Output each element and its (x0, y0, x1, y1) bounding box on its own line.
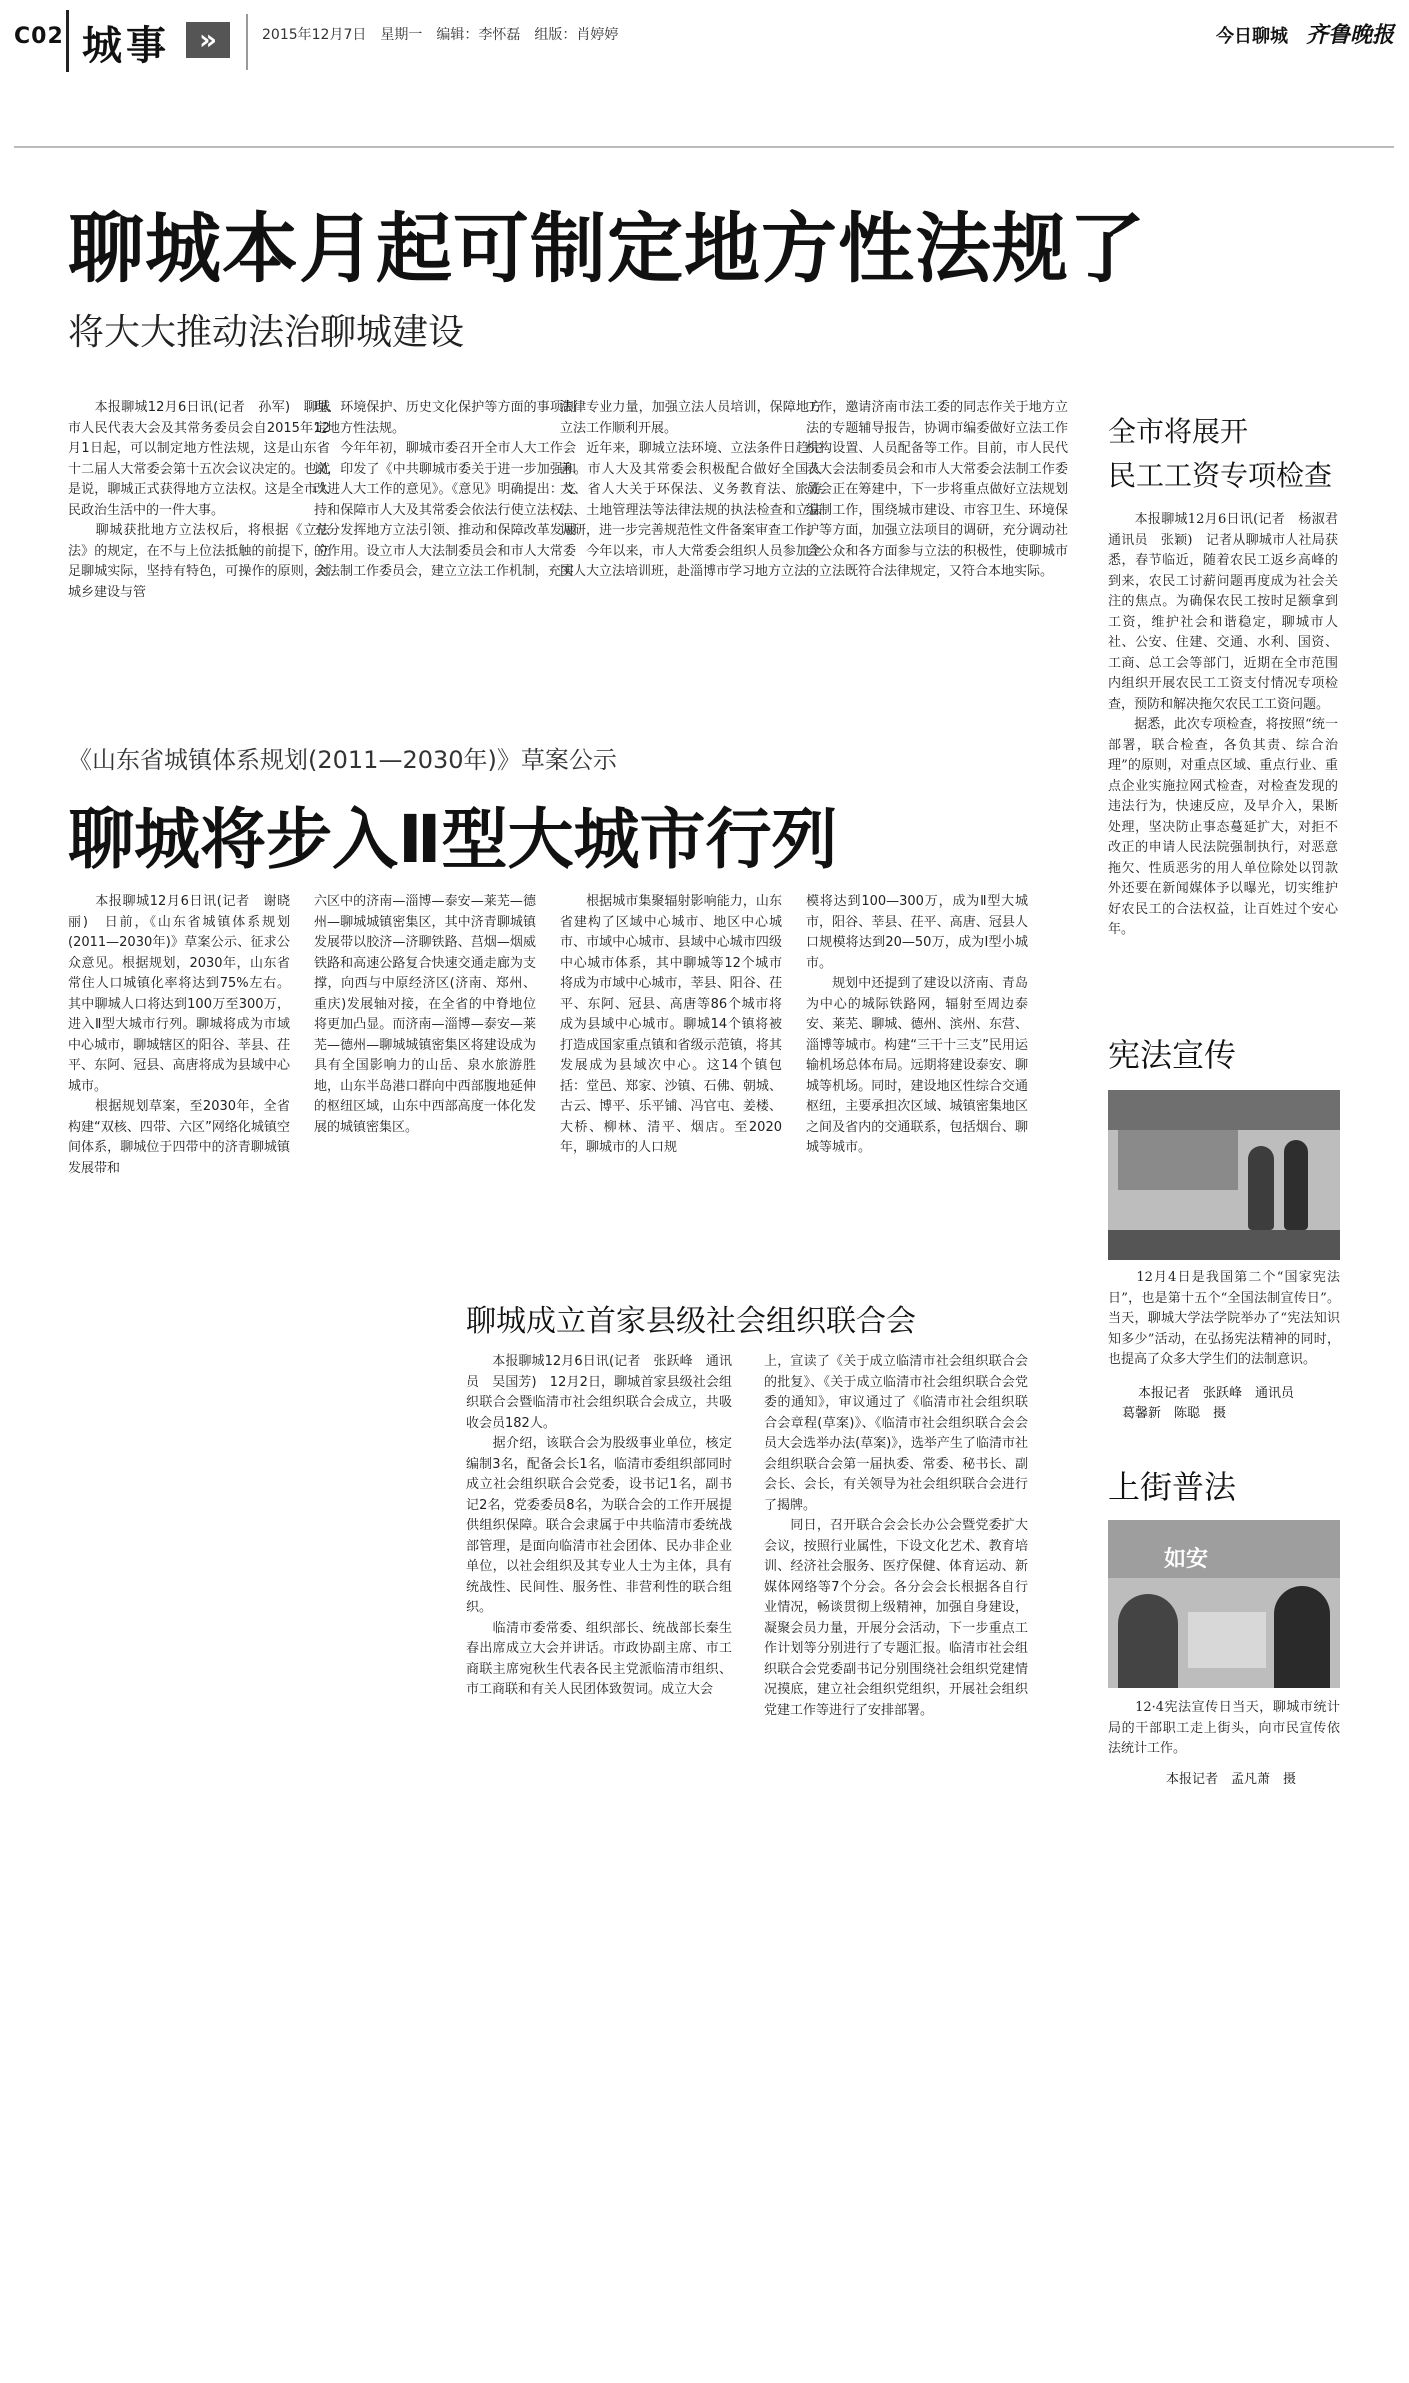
header-rule (14, 146, 1394, 148)
sidebar-title: 宪法宣传 (1108, 1036, 1237, 1074)
issue-info: 2015年12月7日 星期一 编辑：李怀磊 组版：肖婷婷 (262, 27, 619, 43)
constitution-day-photo (1108, 1090, 1340, 1260)
article-column: 上，宣读了《关于成立临清市社会组织联合会的批复》、《关于成立临清市社会组织联合会党委的通知》，审议通过了《临清市社会组织联合会章程(草案)》、《临清市社会组织联合会会员大会选举办法(草案)》，选举产生了临清市社会组织联合会第一届执委、常委、秘书长、副会长、会长，有关领导为社会组织联合会进行了揭牌。 同日，召开联合会会长办公会暨党委扩大会议，按照行业属性，下设文化艺术、教育培训、经济社会服务、医疗保健、体育运动、新媒体网络等7个分会。各分会会长根据各自行业情况，畅谈贯彻上级精神，加强自身建设，凝聚会员力量，开展分会活动，下一步重点工作计划等分别进行了专题汇报。临清市社会组织联合会党委副书记分别围绕社会组织党建情况摸底，建立社会组织党组织，开展社会组织党建工作等进行了安排部署。 (764, 1354, 1028, 1718)
newspaper-logo: 齐鲁晚报 (1306, 22, 1395, 48)
article-column: 本报聊城12月6日讯(记者 孙军) 聊城市人民代表大会及其常务委员会自2015年12月1日起，可以制定地方性法规，这是山东省十二届人大常委会第十五次会议决定的。也就是说，聊城正式获得地方立法权。这是全市人民政治生活中的一件大事。 聊城获批地方立法权后，将根据《立法法》的规定，在不与上位法抵触的前提下，立足聊城实际，坚持有特色，可操作的原则，对城乡建设与管 (68, 400, 330, 600)
article-column: 理、环境保护、历史文化保护等方面的事项制定地方性法规。 今年年初，聊城市委召开全市人大工作会议，印发了《中共聊城市委关于进一步加强和改进人大工作的意见》。《意见》明确提出：支持和保障市人大及其常委会依法行使立法权，充分发挥地方立法引领、推动和保障改革发展的作用。设立市人大法制委员会和市人大常委会法制工作委员会，建立立法工作机制，充实 (314, 400, 576, 579)
article-column: 根据城市集聚辐射影响能力，山东省建构了区域中心城市、地区中心城市、市域中心城市、县域中心城市四级中心城市体系，其中聊城等12个城市将成为市域中心城市，莘县、阳谷、茌平、东阿、冠县、高唐等86个城市将成为县域中心城市。聊城14个镇将被打造成国家重点镇和省级示范镇，将其发展成为县域次中心。这14个镇包括：堂邑、郑家、沙镇、石佛、朝城、古云、博平、乐平铺、冯官屯、姜楼、大桥、柳林、清平、烟店。至2020年，聊城市的人口规 (560, 894, 782, 1155)
header-divider-line (246, 14, 248, 70)
article-column: 本报聊城12月6日讯(记者 谢晓丽) 日前，《山东省城镇体系规划(2011—2030年)》草案公示、征求公众意见。根据规划，2030年，山东省常住人口城镇化率将达到75%左右。其中聊城人口将达到100万至300万，进入Ⅱ型大城市行列。聊城将成为市域中心城市，聊城辖区的阳谷、莘县、茌平、东阿、冠县、高唐将成为县域中心城市。 根据规划草案，至2030年，全省构建“双核、四带、六区”网络化城镇空间体系，聊城位于四带中的济青聊城镇发展带和 (68, 894, 290, 1176)
article-column: 工作，邀请济南市法工委的同志作关于地方立法的专题辅导报告，协调市编委做好立法工作机构设置、人员配备等工作。目前，市人民代表大会法制委员会和市人大常委会法制工作委员会正在筹建中，下一步将重点做好立法规划编制工作，围绕城市建设、市容卫生、环境保护等方面，加强立法项目的调研，充分调动社会公众和各方面参与立法的积极性，使聊城市的立法既符合法律规定，又符合本地实际。 (806, 400, 1068, 579)
photo-caption: 12月4日是我国第二个“国家宪法日”，也是第十五个“全国法制宣传日”。当天，聊城大学法学院举办了“宪法知识知多少”活动，在弘扬宪法精神的同时，也提高了众多大学生们的法制意识。 (1108, 1270, 1340, 1367)
section-title: 城事 (82, 23, 170, 69)
photo-caption: 12·4宪法宣传日当天，聊城市统计局的干部职工走上街头，向市民宣传依法统计工作。 (1108, 1700, 1340, 1756)
article-kicker: 《山东省城镇体系规划(2011—2030年)》草案公示 (68, 746, 617, 774)
photo-credit: 本报记者 孟凡萧 摄 (1166, 1772, 1297, 1787)
article-column: 本报聊城12月6日讯(记者 张跃峰 通讯员 吴国芳) 12月2日，聊城首家县级社会组织联合会暨临清市社会组织联合会成立，共吸收会员182人。 据介绍，该联合会为股级事业单位，核定编制3名，配备会长1名，临清市委组织部同时成立社会组织联合会党委，设书记1名，副书记2名，党委委员8名，为联合会的工作开展提供组织保障。联合会隶属于中共临清市委统战部管理，是面向临清市社会团体、民办非企业单位，以社会组织及其专业人士为主体，具有统战性、民间性、服务性、非营利性的联合组织。 临清市委常委、组织部长、统战部长秦生春出席成立大会并讲话。市政协副主席、市工商联主席宛秋生代表各民主党派临清市组织、市工商联和有关人民团体致贺词。成立大会 (466, 1354, 732, 1697)
article-column: 法律专业力量，加强立法人员培训，保障地方立法工作顺利开展。 近年来，聊城立法环境、立法条件日趋完善。市人大及其常委会积极配合做好全国人大、省人大关于环保法、义务教育法、旅游法、土地管理法等法律法规的执法检查和立法调研，进一步完善规范性文件备案审查工作。 今年以来，市人大常委会组织人员参加全国人大立法培训班，赴淄博市学习地方立法 (560, 400, 822, 579)
double-chevron-icon: » (186, 22, 230, 58)
photo-banner-text: 如安 (1164, 1547, 1209, 1572)
article-headline: 聊城本月起可制定地方性法规了 (68, 204, 1146, 293)
sidebar-body: 本报聊城12月6日讯(记者 杨淑君 通讯员 张颖) 记者从聊城市人社局获悉，春节临近，随着农民工返乡高峰的到来，农民工讨薪问题再度成为社会关注的焦点。为确保农民工按时足额拿到工资，维护社会和谐稳定，聊城市人社、公安、住建、交通、水利、国资、工商、总工会等部门，近期在全市范围内组织开展农民工工资支付情况专项检查，预防和解决拖欠农民工工资问题。 据悉，此次专项检查，将按照“统一部署，联合检查，各负其责、综合治理”的原则，对重点区域、重点行业、重点企业实施拉网式检查，对检查发现的违法行为，快速反应，及早介入，果断处理，坚决防止事态蔓延扩大，对拒不改正的申请人民法院强制执行，对恶意拖欠、性质恶劣的用人单位除处以罚款外还要在新闻媒体予以曝光，切实维护好农民工的合法权益，让百姓过个安心年。 (1108, 512, 1338, 937)
column-name: 今日聊城 (1216, 26, 1288, 47)
article-column: 六区中的济南—淄博—泰安—莱芜—德州—聊城城镇密集区，其中济青聊城镇发展带以胶济—济聊铁路、莒烟—烟威铁路和高速公路复合快速交通走廊为支撑，向西与中原经济区(济南、郑州、重庆)发展轴对接，在全省的中脊地位将更加凸显。而济南—淄博—泰安—莱芜—德州—聊城城镇密集区将建设成为具有全国影响力的山岳、泉水旅游胜地，山东半岛港口群向中西部腹地延伸的枢纽区域，山东中西部高度一体化发展的城镇密集区。 (314, 894, 536, 1135)
street-promo-photo (1108, 1520, 1340, 1688)
article-headline: 聊城成立首家县级社会组织联合会 (466, 1304, 916, 1339)
sidebar-title: 上街普法 (1108, 1468, 1237, 1506)
article-column: 模将达到100—300万，成为Ⅱ型大城市，阳谷、莘县、茌平、高唐、冠县人口规模将达到20—50万，成为Ⅰ型小城市。 规划中还提到了建设以济南、青岛为中心的城际铁路网，辐射至周边泰安、莱芜、聊城、德州、滨州、东营、淄博等城市。构建“三干十三支”民用运输机场总体布局。远期将建设泰安、聊城等机场。同时，建设地区性综合交通枢纽，主要承担次区域、城镇密集地区之间及省内的交通联系，包括烟台、聊城等城市。 (806, 894, 1028, 1155)
sidebar-title: 全市将展开 (1108, 415, 1249, 448)
photo-credit: 葛馨新 陈聪 摄 (1122, 1406, 1227, 1421)
page-number: C02 (14, 24, 64, 49)
article-subhead: 将大大推动法治聊城建设 (68, 312, 465, 353)
article-headline: 聊城将步入Ⅱ型大城市行列 (68, 801, 838, 878)
sidebar-title: 民工工资专项检查 (1108, 459, 1333, 492)
header-divider-line (66, 10, 69, 72)
photo-credit: 本报记者 张跃峰 通讯员 (1138, 1386, 1295, 1401)
